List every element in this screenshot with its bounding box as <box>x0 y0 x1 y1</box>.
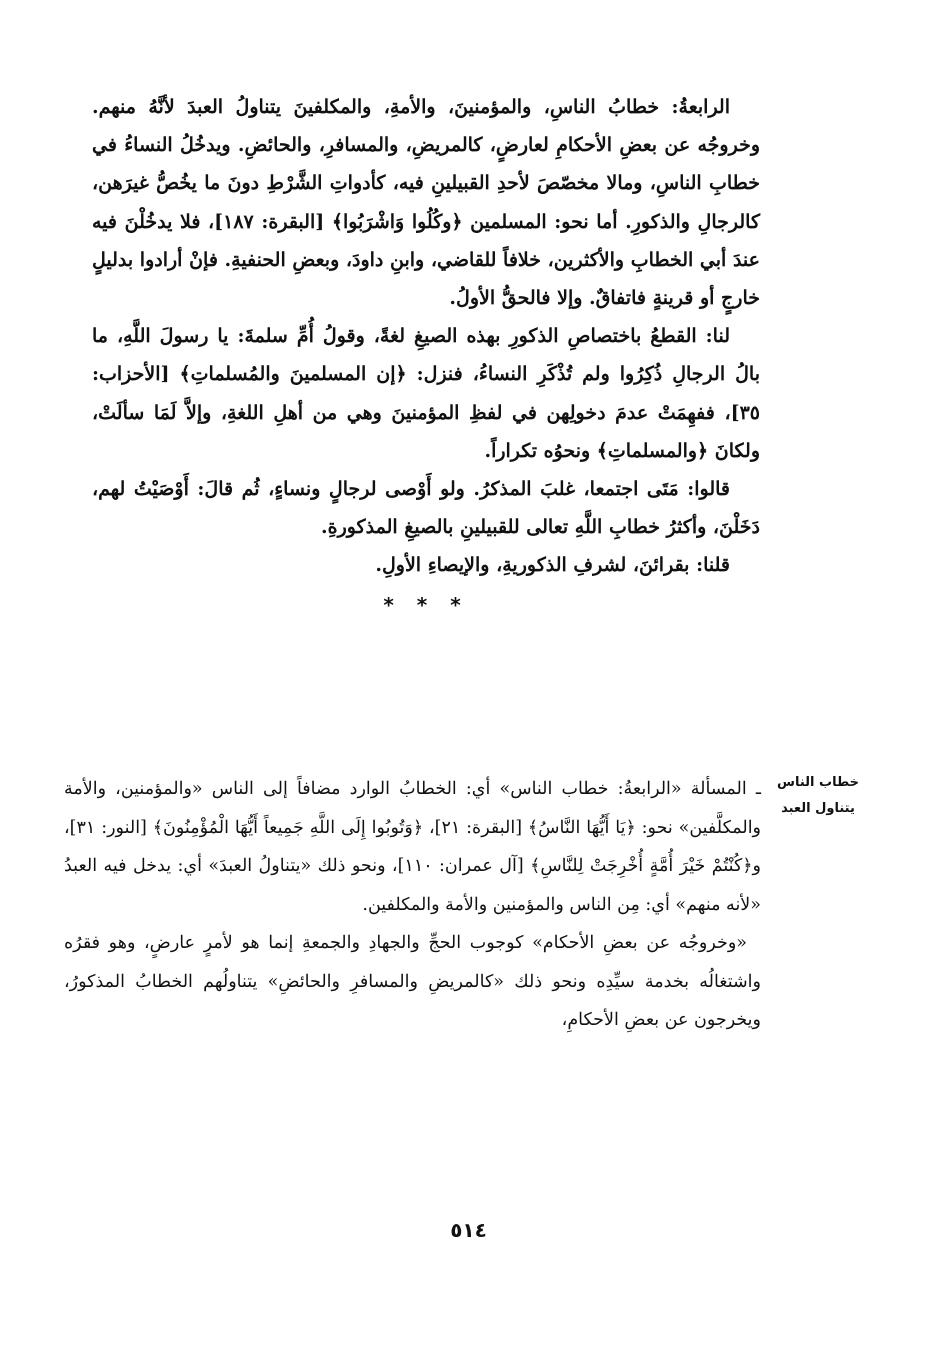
main-paragraph-1: الرابعةُ: خطابُ الناسِ، والمؤمنينَ، والأمةِ، والمكلفينَ يتناولُ العبدَ لأنَّهُ منهم. وخروجُه عن بعضِ الأحكامِ لعارضٍ، كالمريضِ، والمسافرِ، والحائضِ. ويدخُلُ النساءُ في خطابِ الناسِ، ومالا مخصّصَ لأحدِ القبيلينِ فيه، كأدواتِ الشَّرْطِ دونَ ما يخُصُّ غيرَهن، كالرجالِ والذكورِ. أما نحو: المسلمين ﴿وكُلُوا وَاشْرَبُوا﴾ [البقرة: ١٨٧]، فلا يدخُلْنَ فيه عندَ أبي الخطابِ والأكثرين، خلافاً للقاضي، وابنِ داودَ، وبعضِ الحنفيةِ. فإنْ أرادوا بدليلٍ خارجٍ أو قرينةٍ فاتفاقٌ. وإلا فالحقُّ الأولُ. <box>92 96 761 310</box>
main-paragraph-2: لنا: القطعُ باختصاصِ الذكورِ بهذه الصيغِ لغةً، وقولُ أُمِّ سلمةَ: يا رسولَ اللَّهِ، ما بالُ الرجالِ ذُكِرُوا ولم تُذْكَرِ النساءُ، فنزل: ﴿إن المسلمينَ والمُسلماتِ﴾ [الأحزاب: ٣٥]، ففهِمَتْ عدمَ دخولِهن في لفظِ المؤمنينَ وهي من أهلِ اللغةِ، وإلاَّ لَمَا سألَتْ، ولكانَ ﴿والمسلماتِ﴾ ونحوُه تكراراً. <box>92 325 760 462</box>
margin-heading <box>772 770 864 822</box>
section-separator: * * * <box>383 592 469 617</box>
main-paragraph-4: قلنا: بقرائنَ، لشرفِ الذكوريةِ، والإيصاءِ الأولِ. <box>375 554 730 577</box>
main-text <box>92 88 760 627</box>
commentary-text <box>64 770 761 1040</box>
main-paragraph-3: قالوا: مَتَى اجتمعا، غلبَ المذكرُ. ولو أَوْصى لرجالٍ ونساءٍ، ثُم قالَ: أَوْصَيْتُ لهم، دَخَلْنَ، وأكثرُ خطابِ اللَّهِ تعالى للقبيلينِ بالصيغِ المذكورةِ. <box>92 478 760 539</box>
commentary-paragraph-1: ـ المسألة «الرابعةُ: خطاب الناس» أي: الخطابُ الوارد مضافاً إلى الناس «والمؤمنين، والأمة والمكلَّفين» نحو: ﴿يَا أَيُّهَا النَّاسُ﴾ [البقرة: ٢١]، ﴿وَتُوبُوا إِلَى اللَّهِ جَمِيعاً أَيُّهَا الْمُؤْمِنُونَ﴾ [النور: ٣١]، و﴿كُنْتُمْ خَيْرَ أُمَّةٍ أُخْرِجَتْ لِلنَّاسِ﴾ [آل عمران: ١١٠]، ونحو ذلك «يتناولُ العبدَ» أي: يدخل فيه العبدُ «لأنه منهم» أي: مِن الناس والمؤمنين والأمة والمكلفين. <box>64 779 762 915</box>
commentary-paragraph-2: «وخروجُه عن بعضِ الأحكام» كوجوب الحجِّ والجهادِ والجمعةِ إنما هو لأمرٍ عارضٍ، وهو فقرُه واشتغالُه بخدمة سيِّدِه ونحو ذلك «كالمريضِ والمسافرِ والحائضِ» يتناولُهم الخطابُ المذكورُ، ويخرجون عن بعضِ الأحكامِ، <box>64 933 761 1030</box>
margin-heading-line-2: يتناول العبد <box>781 801 855 816</box>
page-number: ٥١٤ <box>450 1218 487 1242</box>
margin-heading-line-1: خطاب الناس <box>777 775 859 790</box>
